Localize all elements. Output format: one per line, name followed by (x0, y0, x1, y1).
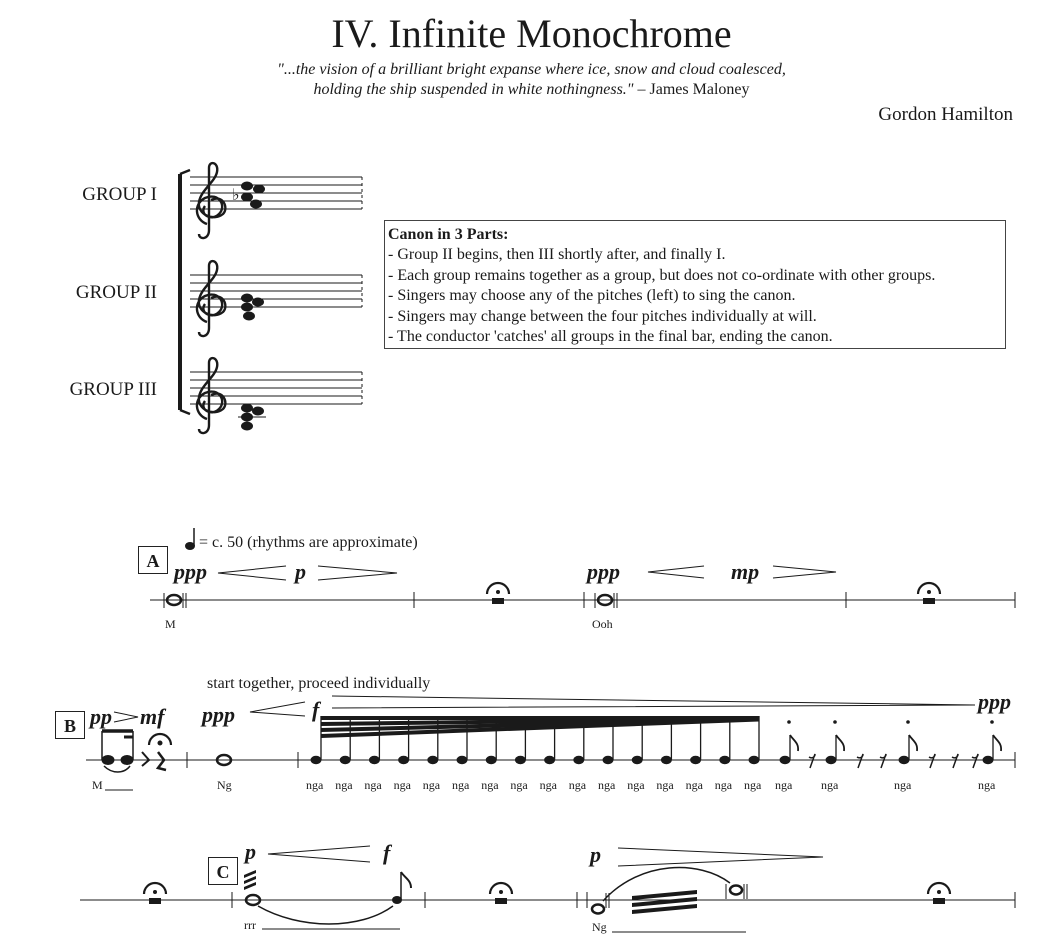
lyric-syllable: Ng (592, 920, 607, 934)
lyric-syllable-nga: nga (894, 778, 912, 792)
piece-title: IV. Infinite Monochrome (331, 11, 732, 56)
system-c-notes (144, 868, 950, 924)
group-2-staff (190, 261, 362, 336)
dynamic-f: f (383, 840, 391, 865)
composer-name: Gordon Hamilton (878, 104, 1013, 125)
group-1-staff (190, 163, 362, 238)
system-c-staff (80, 884, 1015, 908)
note-flag (836, 735, 844, 751)
fermata-icon (928, 883, 950, 894)
lyric-syllable-nga: nga (714, 778, 733, 792)
lyric-syllable-nga: nga (775, 778, 793, 792)
system-a-staff (150, 592, 1015, 608)
quote-text: holding the ship suspended in white nothingness." (313, 81, 634, 98)
rehearsal-mark-b: B (55, 711, 85, 739)
lyric-syllable-nga: nga (656, 778, 674, 792)
dynamic-ppp: ppp (587, 559, 620, 584)
fermata-icon (918, 583, 940, 594)
staccato-eighth-note (826, 756, 837, 764)
eighth-rest-icon (952, 754, 958, 768)
dynamic-ppp: ppp (202, 702, 235, 727)
lyric-syllable-nga: nga (422, 778, 441, 792)
group-3-staff (190, 358, 362, 433)
fermata-icon (490, 883, 512, 894)
group-bracket (180, 170, 190, 414)
eighth-rest-icon (880, 754, 886, 768)
performance-direction: start together, proceed individually (207, 675, 431, 692)
eighth-rest-icon (929, 754, 935, 768)
nga-note (690, 756, 701, 764)
instruction-line: - Singers may choose any of the pitches (left) to sing the canon. (388, 287, 796, 305)
svg-text:♭: ♭ (232, 185, 240, 204)
nga-note (311, 756, 322, 764)
dynamic-f: f (312, 697, 320, 722)
lyric-syllable: Ng (217, 778, 232, 792)
nga-note (427, 756, 438, 764)
nga-note (340, 756, 351, 764)
fermata-icon (144, 883, 166, 894)
lyric-syllable-nga: nga (510, 778, 528, 792)
lyric-syllable-nga: nga (568, 778, 587, 792)
instruction-line: - Each group remains together as a group, but does not co-ordinate with other groups. (388, 266, 936, 284)
lyric-syllable: rrr (244, 918, 256, 932)
lyric-syllable-nga: nga (393, 778, 411, 792)
lyric-syllable-nga: nga (821, 778, 839, 792)
fermata-icon (487, 583, 509, 594)
lyric-syllable-nga: nga (452, 778, 470, 792)
staccato-eighth-note (780, 756, 791, 764)
note-flag (790, 735, 798, 751)
nga-note (661, 756, 672, 764)
quote-line-1: "...the vision of a brilliant bright expanse where ice, snow and cloud coalesced, (277, 61, 786, 78)
nga-note (603, 756, 614, 764)
lyric-syllable-nga: nga (685, 778, 703, 792)
tempo-marking: = c. 50 (rhythms are approximate) (199, 534, 418, 551)
group-label-1: GROUP I (82, 184, 157, 205)
rehearsal-mark-a: A (138, 546, 168, 574)
eighth-rest-icon (972, 754, 978, 768)
nga-note (632, 756, 643, 764)
lyric-syllable-nga: nga (306, 778, 324, 792)
staccato-dot (833, 720, 837, 724)
lyric-syllable-nga: nga (335, 778, 353, 792)
lyric-syllable-nga: nga (627, 778, 645, 792)
group-label-2: GROUP II (75, 282, 157, 303)
group-3-chord (238, 404, 266, 431)
group-label-3: GROUP III (69, 379, 157, 400)
instructions-heading: Canon in 3 Parts: (388, 226, 509, 243)
dynamic-pp: pp (90, 704, 112, 729)
system-a-notes (167, 583, 940, 605)
nga-note (457, 756, 468, 764)
lyric-syllable-nga: nga (598, 778, 616, 792)
system-c-hairpins (268, 846, 823, 866)
rehearsal-mark-c: C (208, 857, 238, 885)
staccato-eighth-note (983, 756, 994, 764)
lyric-syllable-nga: nga (364, 778, 382, 792)
note-flag (993, 735, 1001, 751)
eighth-rest-icon (809, 754, 815, 768)
lyric-syllable: Ooh (592, 617, 613, 631)
instruction-line: - Singers may change between the four pitches individually at will. (388, 307, 817, 325)
staccato-dot (990, 720, 994, 724)
dynamic-mf: mf (140, 704, 165, 729)
staccato-dot (906, 720, 910, 724)
nga-note (398, 756, 409, 764)
quote-author: – James Maloney (633, 81, 750, 98)
tempo-quarter-note-icon (185, 528, 195, 550)
lyric-syllable: M (92, 778, 103, 792)
instruction-line: - The conductor 'catches' all groups in the final bar, ending the canon. (388, 328, 833, 346)
lyric-syllable-nga: nga (744, 778, 762, 792)
nga-note (749, 756, 760, 764)
dynamic-mp: mp (731, 559, 760, 584)
nga-note (369, 756, 380, 764)
lyric-syllable: M (165, 617, 176, 631)
nga-note (486, 756, 497, 764)
lyric-syllable-nga: nga (539, 778, 557, 792)
staccato-dot (787, 720, 791, 724)
nga-note (515, 756, 526, 764)
dynamic-p: p (295, 559, 306, 584)
nga-note (719, 756, 730, 764)
note-flag (909, 735, 917, 751)
group-1-chord (232, 182, 265, 209)
dynamic-ppp: ppp (978, 689, 1011, 714)
eighth-rest-icon (857, 754, 863, 768)
lyric-syllable-nga: nga (978, 778, 996, 792)
staccato-eighth-note (899, 756, 910, 764)
dynamic-p: p (590, 842, 601, 867)
nga-note (573, 756, 584, 764)
dynamic-p: p (245, 839, 256, 864)
lyric-syllable-nga: nga (481, 778, 499, 792)
dynamic-ppp: ppp (174, 559, 207, 584)
instruction-line: - Group II begins, then III shortly after, and finally I. (388, 246, 726, 264)
nga-note (544, 756, 555, 764)
system-b-opening (102, 731, 171, 772)
